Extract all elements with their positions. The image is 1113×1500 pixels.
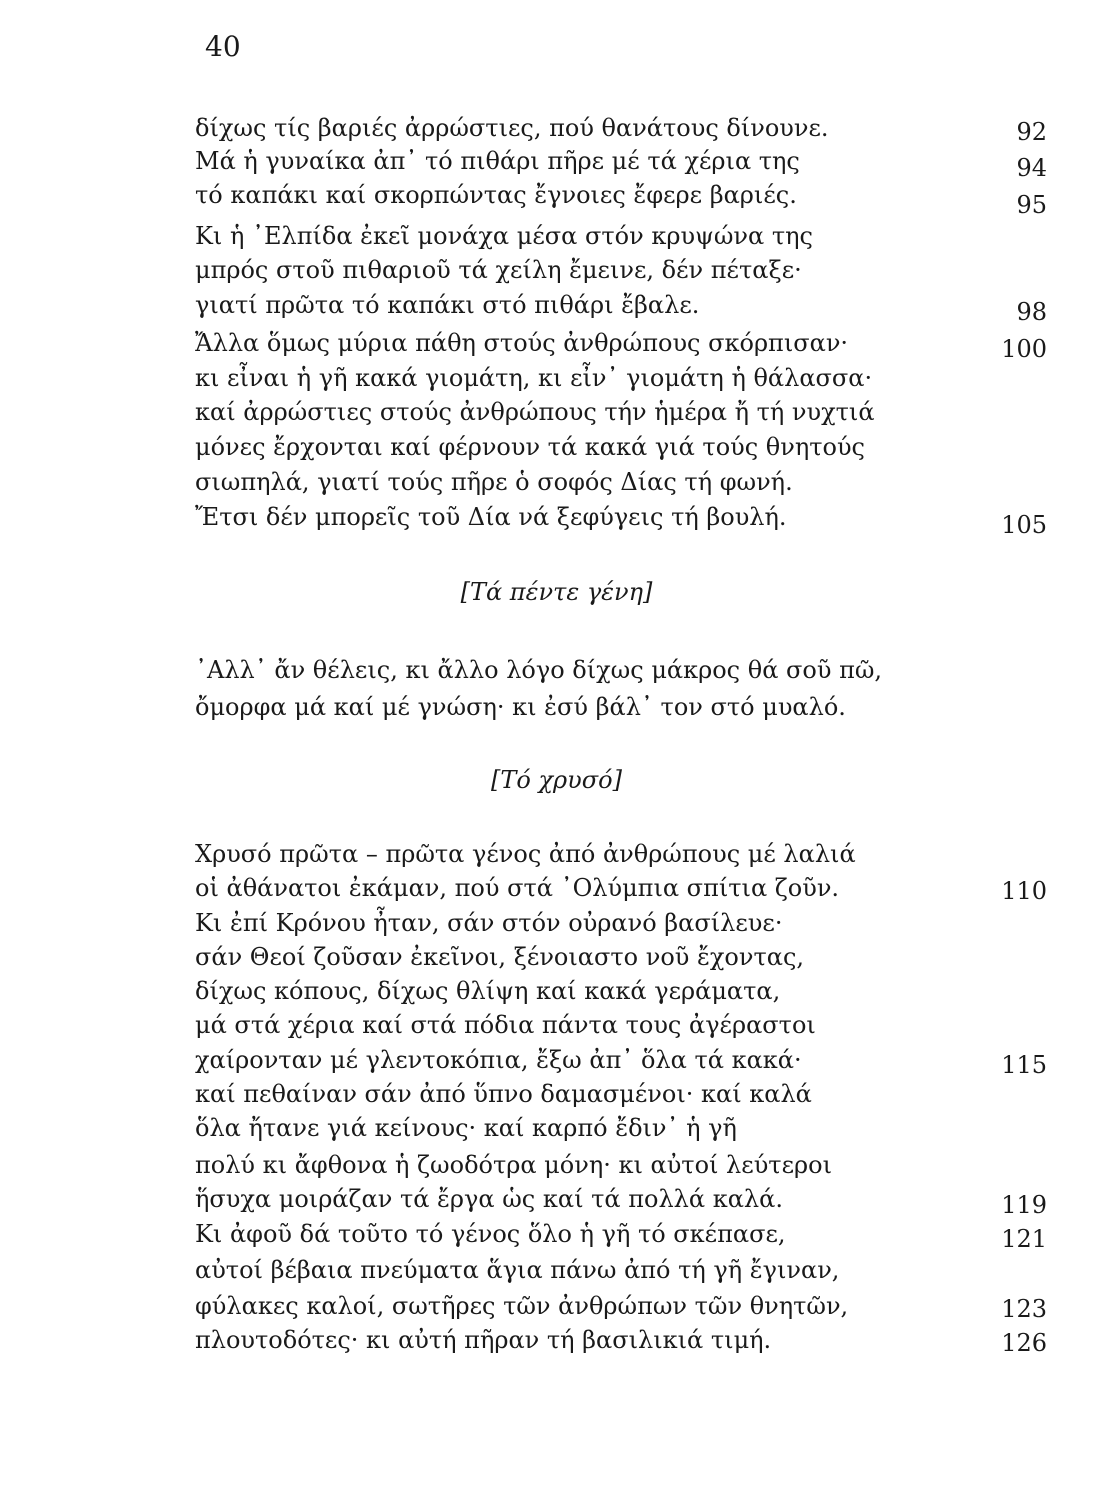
verse-line: δίχως κόπους, δίχως θλίψη καί κακά γεράματα, <box>195 977 781 1005</box>
verse-line: μπρός στοῦ πιθαριοῦ τά χείλη ἔμεινε, δέν πέταξε· <box>195 256 802 284</box>
verse-line: χαίρονταν μέ γλεντοκόπια, ἔξω ἀπ᾽ ὅλα τά κακά· <box>195 1046 802 1074</box>
line-number: 105 <box>1001 511 1047 539</box>
line-number: 121 <box>1001 1225 1047 1253</box>
verse-line: δίχως τίς βαριές ἀρρώστιες, πού θανάτους δίνουνε. <box>195 114 829 142</box>
verse-line: οἱ ἀθάνατοι ἐκάμαν, πού στά ᾽Ολύμπια σπίτια ζοῦν. <box>195 874 840 902</box>
page-number: 40 <box>205 30 241 63</box>
verse-line: καί πεθαίναν σάν ἀπό ὕπνο δαμασμένοι· καί καλά <box>195 1080 812 1108</box>
verse-line: καί ἀρρώστιες στούς ἀνθρώπους τήν ἡμέρα ἤ τή νυχτιά <box>195 398 875 426</box>
verse-line: Κι ἐπί Κρόνου ἦταν, σάν στόν οὐρανό βασίλευε· <box>195 909 783 937</box>
verse-line: Ἔτσι δέν μπορεῖς τοῦ Δία νά ξεφύγεις τή βουλή. <box>195 503 787 531</box>
verse-line: πλουτοδότες· κι αὐτή πῆραν τή βασιλικιά τιμή. <box>195 1326 772 1354</box>
verse-line: Χρυσό πρῶτα – πρῶτα γένος ἀπό ἀνθρώπους μέ λαλιά <box>195 840 856 868</box>
verse-line: Κι ἀφοῦ δά τοῦτο τό γένος ὅλο ἡ γῆ τό σκέπασε, <box>195 1220 786 1248</box>
verse-line: σιωπηλά, γιατί τούς πῆρε ὁ σοφός Δίας τή φωνή. <box>195 468 793 496</box>
line-number: 126 <box>1001 1329 1047 1357</box>
verse-line: Μά ἡ γυναίκα ἀπ᾽ τό πιθάρι πῆρε μέ τά χέρια της <box>195 147 800 175</box>
line-number: 119 <box>1001 1191 1047 1219</box>
verse-line: γιατί πρῶτα τό καπάκι στό πιθάρι ἔβαλε. <box>195 291 700 319</box>
verse-line: σάν Θεοί ζοῦσαν ἐκεῖνοι, ξένοιαστο νοῦ ἔχοντας, <box>195 943 805 971</box>
line-number: 92 <box>1016 118 1047 146</box>
verse-line: κι εἶναι ἡ γῆ κακά γιομάτη, κι εἶν᾽ γιομάτη ἡ θάλασσα· <box>195 364 873 392</box>
verse-line: Ἄλλα ὅμως μύρια πάθη στούς ἀνθρώπους σκόρπισαν· <box>195 329 849 357</box>
line-number: 115 <box>1001 1051 1047 1079</box>
verse-line: ἥσυχα μοιράζαν τά ἔργα ὡς καί τά πολλά καλά. <box>195 1185 783 1213</box>
verse-line: φύλακες καλοί, σωτῆρες τῶν ἀνθρώπων τῶν θνητῶν, <box>195 1292 849 1320</box>
section-heading: [Τά πέντε γένη] <box>460 578 653 606</box>
verse-line: μά στά χέρια καί στά πόδια πάντα τους ἀγέραστοι <box>195 1011 816 1039</box>
verse-line: πολύ κι ἄφθονα ἡ ζωοδότρα μόνη· κι αὐτοί λεύτεροι <box>195 1151 832 1179</box>
section-heading: [Τό χρυσό] <box>491 766 622 794</box>
line-number: 110 <box>1001 877 1047 905</box>
verse-line: ὄμορφα μά καί μέ γνώση· κι ἐσύ βάλ᾽ τον στό μυαλό. <box>195 693 846 721</box>
verse-line: μόνες ἔρχονται καί φέρνουν τά κακά γιά τούς θνητούς <box>195 433 865 461</box>
line-number: 98 <box>1016 298 1047 326</box>
line-number: 123 <box>1001 1295 1047 1323</box>
verse-line: Κι ἡ ᾽Ελπίδα ἐκεῖ μονάχα μέσα στόν κρυψώνα της <box>195 222 813 250</box>
verse-line: τό καπάκι καί σκορπώντας ἔγνοιες ἔφερε βαριές. <box>195 181 797 209</box>
verse-line: αὐτοί βέβαια πνεύματα ἅγια πάνω ἀπό τή γῆ ἔγιναν, <box>195 1256 840 1284</box>
line-number: 100 <box>1001 335 1047 363</box>
line-number: 95 <box>1016 191 1047 219</box>
verse-line: ὅλα ἤτανε γιά κείνους· καί καρπό ἔδιν᾽ ἡ γῆ <box>195 1114 737 1142</box>
line-number: 94 <box>1016 154 1047 182</box>
verse-line: ᾽Αλλ᾽ ἄν θέλεις, κι ἄλλο λόγο δίχως μάκρος θά σοῦ πῶ, <box>195 656 883 684</box>
